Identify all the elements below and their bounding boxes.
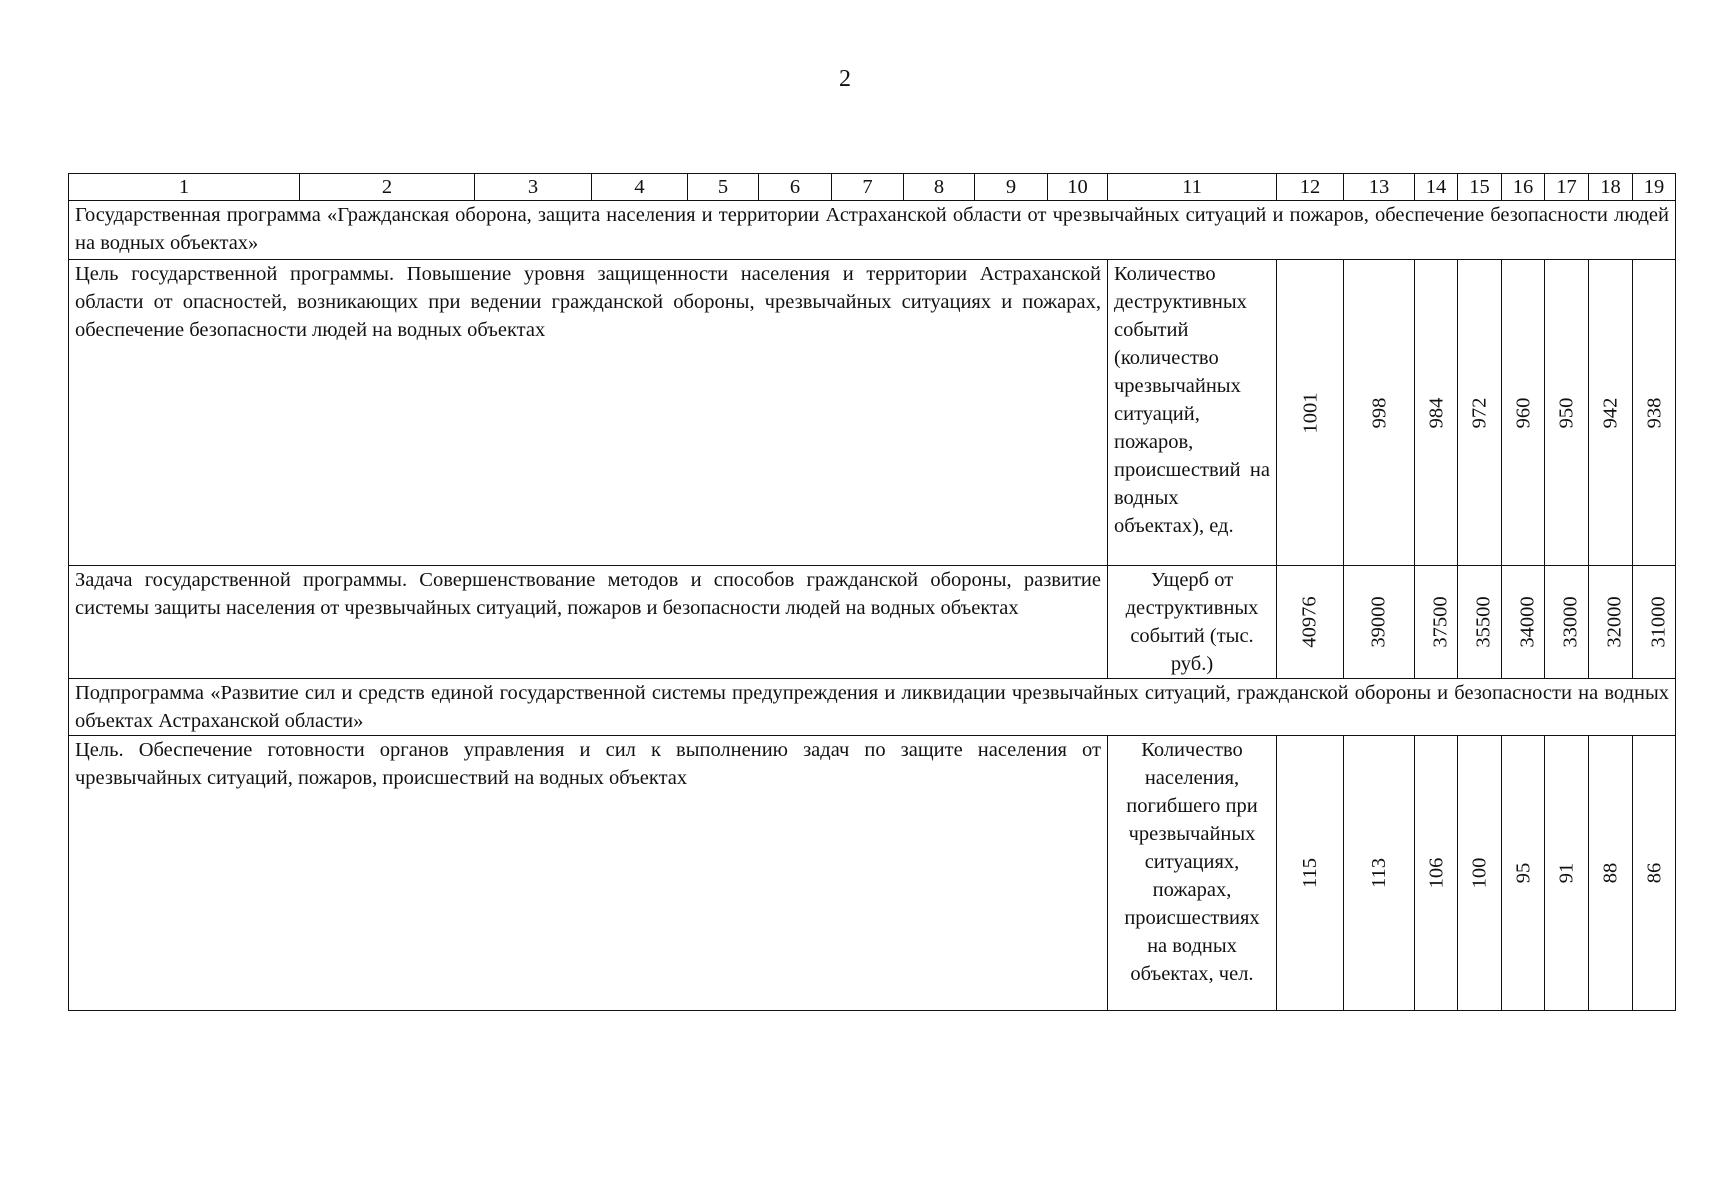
column-number: 13	[1344, 174, 1415, 201]
column-number: 10	[1048, 174, 1108, 201]
task-text: Задача государственной программы. Совершенствование методов и способов гражданской обороны, развитие системы защиты населения от чрезвычайных ситуаций, пожаров и безопасности людей на водных объектах	[69, 566, 1108, 679]
column-number: 19	[1633, 174, 1676, 201]
goal-value: 998	[1368, 397, 1390, 428]
task-row	[69, 566, 1676, 679]
column-number: 16	[1502, 174, 1545, 201]
goal-row	[69, 260, 1676, 566]
task-value-cell	[1344, 566, 1415, 679]
subprogram-goal-value-cell	[1458, 736, 1502, 1011]
column-number: 5	[688, 174, 759, 201]
goal-value: 984	[1425, 397, 1447, 428]
task-value-cell	[1502, 566, 1545, 679]
column-number: 11	[1108, 174, 1277, 201]
task-value: 37500	[1429, 596, 1452, 648]
column-number: 6	[759, 174, 832, 201]
goal-value-cell	[1415, 260, 1458, 566]
program-title: Государственная программа «Гражданская оборона, защита населения и территории Астраханской области от чрезвычайных ситуаций и пожаров, обеспечение безопасности людей на водных объектах»	[69, 201, 1676, 260]
task-value-cell	[1277, 566, 1344, 679]
goal-value: 1001	[1299, 392, 1321, 433]
column-number: 18	[1589, 174, 1633, 201]
column-number: 9	[975, 174, 1048, 201]
column-number: 8	[904, 174, 975, 201]
task-value: 39000	[1368, 596, 1390, 648]
task-value: 35500	[1472, 596, 1495, 648]
subprogram-goal-value-cell	[1344, 736, 1415, 1011]
column-number-row	[69, 174, 1676, 201]
subprogram-goal-value: 113	[1368, 858, 1390, 888]
subprogram-goal-value: 100	[1468, 857, 1491, 889]
column-number: 4	[592, 174, 688, 201]
subprogram-title: Подпрограмма «Развитие сил и средств единой государственной системы предупреждения и ликвидации чрезвычайных ситуаций, гражданской обороны и безопасности на водных объектах Астраханской области»	[69, 679, 1676, 736]
goal-value-cell	[1545, 260, 1589, 566]
subprogram-goal-text: Цель. Обеспечение готовности органов управления и сил к выполнению задач по защите населения от чрезвычайных ситуаций, пожаров, происшествий на водных объектах	[69, 736, 1108, 1011]
subprogram-goal-value-cell	[1589, 736, 1633, 1011]
column-number: 7	[832, 174, 904, 201]
column-number: 1	[69, 174, 300, 201]
goal-value-cell	[1277, 260, 1344, 566]
goal-value-cell	[1633, 260, 1676, 566]
goal-value-cell	[1344, 260, 1415, 566]
goal-value: 960	[1512, 397, 1534, 428]
goal-text: Цель государственной программы. Повышение уровня защищенности населения и территории Астраханской области от опасностей, возникающих при ведении гражданской обороны, чрезвычайных ситуациях и пожарах, обеспечение безопасности людей на водных объектах	[69, 260, 1108, 566]
subprogram-goal-value: 86	[1643, 862, 1665, 884]
subprogram-goal-value: 106	[1425, 857, 1447, 889]
subprogram-goal-value: 91	[1555, 862, 1578, 884]
goal-value: 942	[1599, 397, 1622, 428]
goal-value: 972	[1468, 397, 1491, 428]
task-value: 40976	[1299, 596, 1321, 648]
task-value: 33000	[1559, 596, 1582, 648]
subprogram-goal-value-cell	[1277, 736, 1344, 1011]
column-number: 2	[300, 174, 475, 201]
indicators-table	[68, 173, 1676, 1011]
subprogram-goal-value-cell	[1415, 736, 1458, 1011]
column-number: 12	[1277, 174, 1344, 201]
subprogram-goal-value: 115	[1299, 858, 1321, 888]
goal-value-cell	[1502, 260, 1545, 566]
program-title-row	[69, 201, 1676, 260]
subprogram-goal-value-cell	[1633, 736, 1676, 1011]
task-value: 34000	[1516, 596, 1539, 648]
task-value-cell	[1589, 566, 1633, 679]
subprogram-goal-row	[69, 736, 1676, 1011]
subprogram-goal-indicator: Количество населения, погибшего при чрезвычайных ситуациях, пожарах, происшествиях на водных объектах, чел.	[1108, 736, 1277, 1011]
column-number: 3	[475, 174, 592, 201]
goal-value-cell	[1589, 260, 1633, 566]
column-number: 17	[1545, 174, 1589, 201]
subprogram-goal-value-cell	[1502, 736, 1545, 1011]
task-value: 32000	[1603, 596, 1626, 648]
subprogram-goal-value: 95	[1512, 862, 1534, 884]
subprogram-goal-value: 88	[1599, 862, 1622, 884]
task-value-cell	[1633, 566, 1676, 679]
goal-value: 938	[1643, 397, 1665, 428]
subprogram-title-row	[69, 679, 1676, 736]
page-number: 2	[839, 66, 851, 92]
goal-indicator: Количество деструктивных событий (количество чрезвычайных ситуаций, пожаров, происшествий на водных объектах), ед.	[1108, 260, 1277, 566]
task-indicator: Ущерб от деструктивных событий (тыс. руб.)	[1108, 566, 1277, 679]
goal-value: 950	[1555, 397, 1578, 428]
subprogram-goal-value-cell	[1545, 736, 1589, 1011]
task-value-cell	[1458, 566, 1502, 679]
goal-value-cell	[1458, 260, 1502, 566]
task-value: 31000	[1647, 596, 1670, 648]
task-value-cell	[1545, 566, 1589, 679]
column-number: 15	[1458, 174, 1502, 201]
column-number: 14	[1415, 174, 1458, 201]
task-value-cell	[1415, 566, 1458, 679]
